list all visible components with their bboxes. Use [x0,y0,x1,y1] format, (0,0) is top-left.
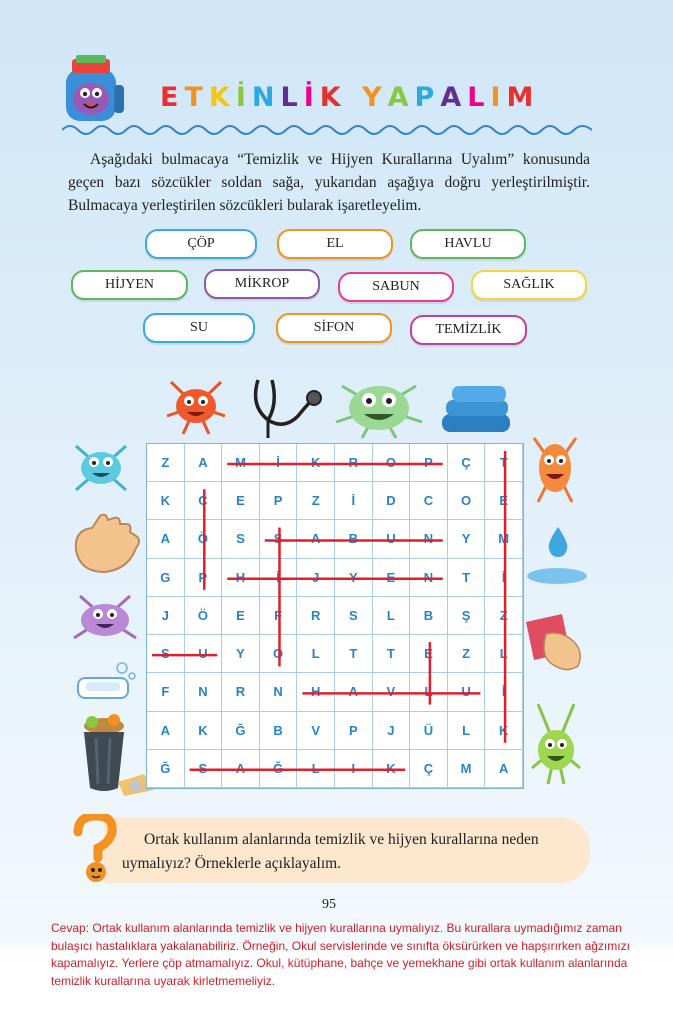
grid-cell: C [185,482,223,520]
grid-cell: N [410,559,448,597]
word-tag-temizlik: TEMİZLİK [410,315,527,345]
word-tag-el: EL [277,229,393,259]
grid-cell: Z [485,597,523,635]
grid-cell: L [448,712,486,750]
grid-cell: L [373,597,411,635]
grid-cell: T [448,559,486,597]
grid-cell: V [297,712,335,750]
lime-germ-icon [528,698,584,786]
grid-cell: C [410,482,448,520]
grid-cell: M [448,750,486,788]
question-mark-icon [70,814,118,886]
grid-cell: O [260,635,298,673]
title-letter: E [160,82,185,113]
grid-cell: K [485,712,523,750]
grid-cell: Z [297,482,335,520]
grid-cell: Ğ [260,750,298,788]
grid-cell: R [222,673,260,711]
grid-cell: N [260,673,298,711]
towel-stack-icon [438,384,514,436]
grid-cell: Ğ [147,750,185,788]
grid-cell: L [410,673,448,711]
answer-lines [146,443,522,787]
orange-spiky-germ-icon [528,430,582,506]
grid-cell: S [147,635,185,673]
grid-cell: P [410,444,448,482]
water-drop-icon [545,525,571,559]
title-letter: K [319,82,347,113]
grid-cell: J [373,712,411,750]
grid-cell: A [335,673,373,711]
grid-cell: A [485,750,523,788]
grid-cell: İ [485,673,523,711]
grid-cell: Y [222,635,260,673]
grid-cell: F [260,597,298,635]
page-title [160,82,539,113]
cleaning-hand-icon [522,612,588,674]
grid-cell: İ [260,559,298,597]
grid-cell: T [335,635,373,673]
grid-cell: K [297,444,335,482]
grid-cell: R [297,597,335,635]
grid-cell: A [297,520,335,558]
grid-cell: A [147,520,185,558]
orange-germ-icon [163,376,229,436]
instructions-text: Aşağıdaki bulmacaya “Temizlik ve Hijyen Kurallarına Uyalım” konusunda geçen bazı sözcükler soldan sağa, yukarıdan aşağıya doğru yerleştirilmiştir. Bulmacaya yerleştirilen sözcükleri bularak işaretleyelim. [68,151,590,214]
wave-divider [62,122,592,138]
word-tag-havlu: HAVLU [410,229,526,259]
grid-cell: R [335,444,373,482]
grid-cell: E [222,482,260,520]
word-tag-mikrop: MİKROP [204,269,320,299]
word-tag-cop: ÇÖP [145,229,257,259]
cyan-germ-icon [70,440,132,496]
grid-cell: L [297,750,335,788]
grid-cell: Y [335,559,373,597]
grid-cell: M [222,444,260,482]
grid-cell: P [260,482,298,520]
grid-cell: H [297,673,335,711]
grid-cell: S [222,520,260,558]
title-letter: M [506,82,540,113]
grid-cell: J [147,597,185,635]
backpack-mascot-icon [58,55,128,127]
grid-cell: E [485,482,523,520]
grid-cell: Y [448,520,486,558]
grid-cell: B [410,597,448,635]
grid-cell: B [260,712,298,750]
grid-cell: K [373,750,411,788]
grid-cell: U [373,520,411,558]
grid-cell: Ü [410,712,448,750]
grid-cell: K [147,482,185,520]
grid-cell: S [260,520,298,558]
grid-cell: J [297,559,335,597]
title-letter: A [440,82,468,113]
water-puddle-icon [524,564,590,586]
grid-cell: Ç [410,750,448,788]
grid-cell: I [335,750,373,788]
green-germ-icon [332,376,426,440]
grid-cell: H [222,559,260,597]
grid-cell: İ [260,444,298,482]
grid-cell: Ö [185,597,223,635]
grid-cell: Ö [185,520,223,558]
page-number: 95 [322,897,336,912]
word-tag-su: SU [143,313,255,343]
title-letter: A [387,82,415,113]
stethoscope-icon [248,376,324,440]
grid-cell: L [297,635,335,673]
grid-cell: E [410,635,448,673]
title-letter: K [208,82,236,113]
question-text: Ortak kullanım alanlarında temizlik ve hijyen kurallarına neden uymalıyız? Örneklerle açıklayalım. [122,831,539,872]
grid-cell: Ç [448,444,486,482]
grid-cell: A [185,444,223,482]
grid-cell: U [448,673,486,711]
grid-cell: T [373,635,411,673]
title-letter [347,82,362,113]
grid-cell: Ş [448,597,486,635]
purple-germ-icon [70,592,140,644]
grid-cell: T [485,444,523,482]
grid-cell: P [335,712,373,750]
grid-cell: A [222,750,260,788]
grid-cell: S [185,750,223,788]
grid-cell: U [185,635,223,673]
grid-cell: G [147,559,185,597]
grid-cell: Ğ [222,712,260,750]
title-letter: L [467,82,491,113]
grid-cell: Z [147,444,185,482]
word-tag-sifon: SİFON [276,313,392,343]
title-letter: N [251,82,281,113]
word-tag-hijyen: HİJYEN [71,270,188,300]
grid-cell: İ [335,482,373,520]
grid-cell: A [147,712,185,750]
title-letter: P [414,82,441,113]
grid-cell: K [185,712,223,750]
grid-cell: N [185,673,223,711]
title-letter: I [490,82,507,113]
grid-cell: İ [485,559,523,597]
title-letter: T [184,82,209,113]
answer-text: Cevap: Ortak kullanım alanlarında temizlik ve hijyen kurallarına uymalıyız. Bu kurallara uymadığımız zaman bulaşıcı hastalıklara yakalanabiliriz. Örneğin, Okul servislerinde ve sınıfta öksürürken ve hapşırırken ağzımızı kapamalıyız. Yerlere çöp atmamalıyız. Okul, kütüphane, bahçe ve yemekhane gibi ortak kullanım alanlarında temizlik kurallarına uyarak kirletmemeliyiz. [51,921,630,988]
hand-icon [70,510,144,576]
grid-cell: S [335,597,373,635]
grid-cell: L [485,635,523,673]
grid-cell: F [147,673,185,711]
title-letter: İ [235,82,252,113]
grid-cell: O [448,482,486,520]
title-letter: L [280,82,304,113]
grid-cell: O [373,444,411,482]
grid-cell: M [485,520,523,558]
title-letter: İ [303,82,320,113]
word-tag-saglik: SAĞLIK [471,270,587,300]
grid-cell: P [185,559,223,597]
title-letter: Y [362,82,388,113]
grid-cell: E [222,597,260,635]
grid-cell: D [373,482,411,520]
grid-cell: N [410,520,448,558]
grid-cell: V [373,673,411,711]
grid-cell: Z [448,635,486,673]
word-tag-sabun: SABUN [338,272,454,302]
soap-icon [74,660,138,702]
grid-cell: E [373,559,411,597]
grid-cell: B [335,520,373,558]
